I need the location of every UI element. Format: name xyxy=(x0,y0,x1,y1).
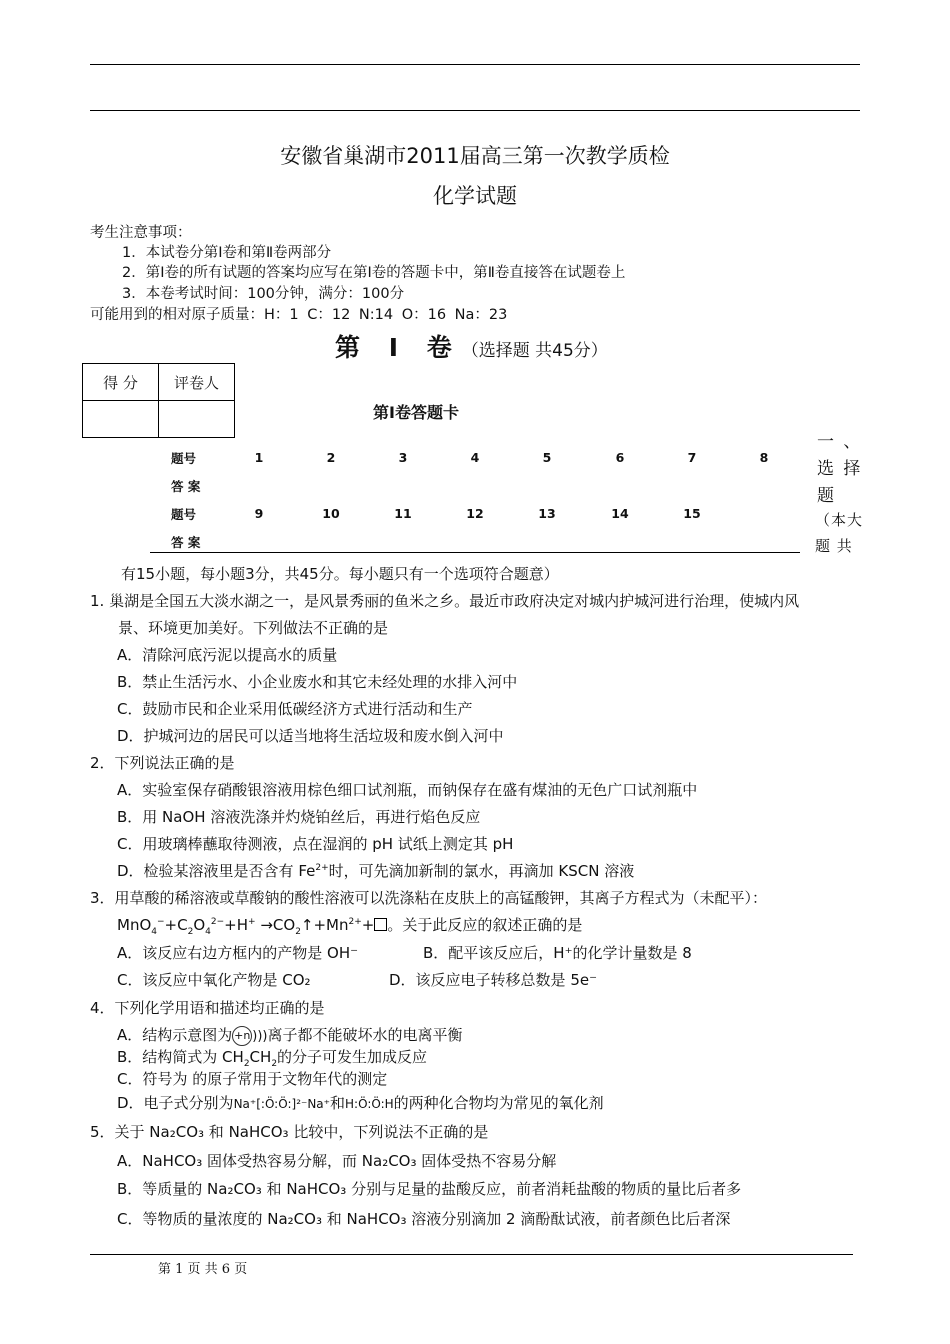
q3-option-b: B．配平该反应后，H⁺的化学计量数是 8 xyxy=(423,944,692,962)
q1-stem-1: 1. 巢湖是全国五大淡水湖之一，是风景秀丽的鱼米之乡。最近市政府决定对城内护城河进行治理，使城内风 xyxy=(90,592,800,610)
q4-formula-1: Na⁺[:Ö:Ö:]²⁻Na⁺ xyxy=(233,1097,330,1111)
q4-option-a-pre: A．结构示意图为 xyxy=(117,1026,233,1044)
q2-option-d xyxy=(117,860,634,881)
q4-option-b-pre: B．结构简式为 CH xyxy=(117,1048,244,1066)
answer-card-number: 7 xyxy=(687,450,697,465)
section-intro: 有15小题，每小题3分，共45分。每小题只有一个选项符合题意） xyxy=(121,565,559,583)
atomic-masses: 可能用到的相对原子质量：H：1 C：12 N:14 O：16 Na：23 xyxy=(90,307,508,323)
answer-card-number: 1 xyxy=(254,450,264,465)
answer-card-q-label-2: 题号 xyxy=(171,507,197,522)
answer-card-number: 4 xyxy=(470,450,480,465)
atom-structure-icon: +n xyxy=(232,1026,252,1046)
q5-option-a: A．NaHCO₃ 固体受热容易分解，而 Na₂CO₃ 固体受热不容易分解 xyxy=(117,1152,557,1170)
answer-card-title: 第Ⅰ卷答题卡 xyxy=(373,403,459,422)
notice-item-2: 2．第Ⅰ卷的所有试题的答案均应写在第Ⅰ卷的答题卡中，第Ⅱ卷直接答在试题卷上 xyxy=(122,265,626,281)
q1-stem-2: 景、环境更加美好。下列做法不正确的是 xyxy=(118,619,389,637)
answer-card-number: 10 xyxy=(322,506,340,521)
q2-option-d-charge: 2+ xyxy=(315,863,329,873)
q1-option-a: A．清除河底污泥以提高水的质量 xyxy=(117,646,338,664)
answer-card-number: 12 xyxy=(466,506,484,521)
answer-card-a-label-1: 答 案 xyxy=(171,479,201,494)
page-footer: 第 1 页 共 6 页 xyxy=(158,1262,248,1277)
q1-option-c: C．鼓励市民和企业采用低碳经济方式进行活动和生产 xyxy=(117,700,473,718)
q4-option-d-and: 和 xyxy=(330,1094,346,1112)
q3-option-d: D．该反应电子转移总数是 5e⁻ xyxy=(389,971,598,989)
answer-card-q-label-1: 题号 xyxy=(171,451,197,466)
answer-card-a-label-2: 答 案 xyxy=(171,535,201,550)
q1-option-d: D．护城河边的居民可以适当地将生活垃圾和废水倒入河中 xyxy=(117,727,504,745)
answer-card-number: 9 xyxy=(254,506,264,521)
top-rule-2 xyxy=(90,110,860,111)
q4-formula-2: H:Ö:Ö:H xyxy=(345,1097,394,1111)
part1-label: 第 Ⅰ 卷 xyxy=(335,333,462,362)
q3-option-c: C．该反应中氧化产物是 CO₂ xyxy=(117,971,311,989)
answer-card-number: 6 xyxy=(615,450,625,465)
grader-header: 评卷人 xyxy=(159,364,235,401)
part1-heading xyxy=(335,328,608,364)
q3-equation: $MnO_4^-+C_2O_4^{2-}+H^+$ $\to CO_2↑+Mn^{2+}+$ 。关于此反应的叙述正确的是 xyxy=(117,916,583,937)
q4-option-a-post: 离子都不能破坏水的电离平衡 xyxy=(267,1026,463,1044)
top-rule-1 xyxy=(90,64,860,65)
notice-heading: 考生注意事项： xyxy=(90,225,192,241)
q3-equation-tail: 。关于此反应的叙述正确的是 xyxy=(387,916,583,934)
section-side-2: 选 择 xyxy=(817,459,863,479)
section-side-4: （本大 xyxy=(815,511,864,529)
q2-option-b: B．用 NaOH 溶液洗涤并灼烧铂丝后，再进行焰色反应 xyxy=(117,808,481,826)
q4-option-a: A．结构示意图为 +n )))离子都不能破坏水的电离平衡 xyxy=(117,1026,463,1044)
part1-note: （选择题 共45分） xyxy=(461,341,608,361)
section-side-3: 题 xyxy=(817,486,836,506)
score-header: 得 分 xyxy=(83,364,159,401)
answer-card-bottom-rule xyxy=(150,552,800,553)
answer-card-number: 11 xyxy=(394,506,412,521)
notice-item-3: 3．本卷考试时间：100分钟，满分：100分 xyxy=(122,286,405,302)
q2-option-d-post: 时，可先滴加新制的氯水，再滴加 KSCN 溶液 xyxy=(328,862,635,880)
page-title: 安徽省巢湖市2011届高三第一次教学质检 xyxy=(280,144,670,168)
score-table xyxy=(82,363,235,438)
answer-card-number: 15 xyxy=(683,506,701,521)
blank-box xyxy=(374,918,387,931)
q4-option-d-post: 的两种化合物均为常见的氧化剂 xyxy=(393,1094,604,1112)
q5-stem: 5．关于 Na₂CO₃ 和 NaHCO₃ 比较中，下列说法不正确的是 xyxy=(90,1123,489,1141)
q1-option-b: B．禁止生活污水、小企业废水和其它未经处理的水排入河中 xyxy=(117,673,518,691)
q4-option-b-mid: CH xyxy=(249,1048,272,1066)
notice-item-1: 1．本试卷分第Ⅰ卷和第Ⅱ卷两部分 xyxy=(122,245,332,261)
answer-card-number: 5 xyxy=(542,450,552,465)
q2-option-d-pre: D．检验某溶液里是否含有 Fe xyxy=(117,862,316,880)
answer-card-number: 8 xyxy=(759,450,769,465)
q4-stem: 4．下列化学用语和描述均正确的是 xyxy=(90,999,325,1017)
q4-option-d xyxy=(117,1092,604,1113)
section-side-1: 一 、 xyxy=(817,432,863,452)
q2-option-a: A．实验室保存硝酸银溶液用棕色细口试剂瓶，而钠保存在盛有煤油的无色广口试剂瓶中 xyxy=(117,781,698,799)
q3-stem: 3．用草酸的稀溶液或草酸钠的酸性溶液可以洗涤粘在皮肤上的高锰酸钾，其离子方程式为（未配平）： xyxy=(90,889,768,907)
q5-option-c: C．等物质的量浓度的 Na₂CO₃ 和 NaHCO₃ 溶液分别滴加 2 滴酚酞试液，前者颜色比后者深 xyxy=(117,1210,731,1228)
q4-option-d-pre: D．电子式分别为 xyxy=(117,1094,234,1112)
footer-rule xyxy=(90,1254,853,1255)
q5-option-b: B．等质量的 Na₂CO₃ 和 NaHCO₃ 分别与足量的盐酸反应，前者消耗盐酸的物质的量比后者多 xyxy=(117,1180,742,1198)
q2-stem: 2．下列说法正确的是 xyxy=(90,754,235,772)
q4-option-c: C．符号为 的原子常用于文物年代的测定 xyxy=(117,1070,388,1088)
answer-card-number: 13 xyxy=(538,506,556,521)
grader-cell[interactable] xyxy=(159,401,235,438)
q4-option-b-post: 的分子可发生加成反应 xyxy=(277,1048,428,1066)
q4-option-b: B．结构简式为 $CH_2CH_2$的分子可发生加成反应 xyxy=(117,1048,428,1069)
section-side-5: 题 共 xyxy=(815,537,853,555)
page-subtitle: 化学试题 xyxy=(433,184,517,208)
q3-option-a: A．该反应右边方框内的产物是 OH⁻ xyxy=(117,944,359,962)
score-cell[interactable] xyxy=(83,401,159,438)
answer-card-number: 2 xyxy=(326,450,336,465)
answer-card-number: 14 xyxy=(611,506,629,521)
q2-option-c: C．用玻璃棒蘸取待测液，点在湿润的 pH 试纸上测定其 pH xyxy=(117,835,514,853)
answer-card-number: 3 xyxy=(398,450,408,465)
